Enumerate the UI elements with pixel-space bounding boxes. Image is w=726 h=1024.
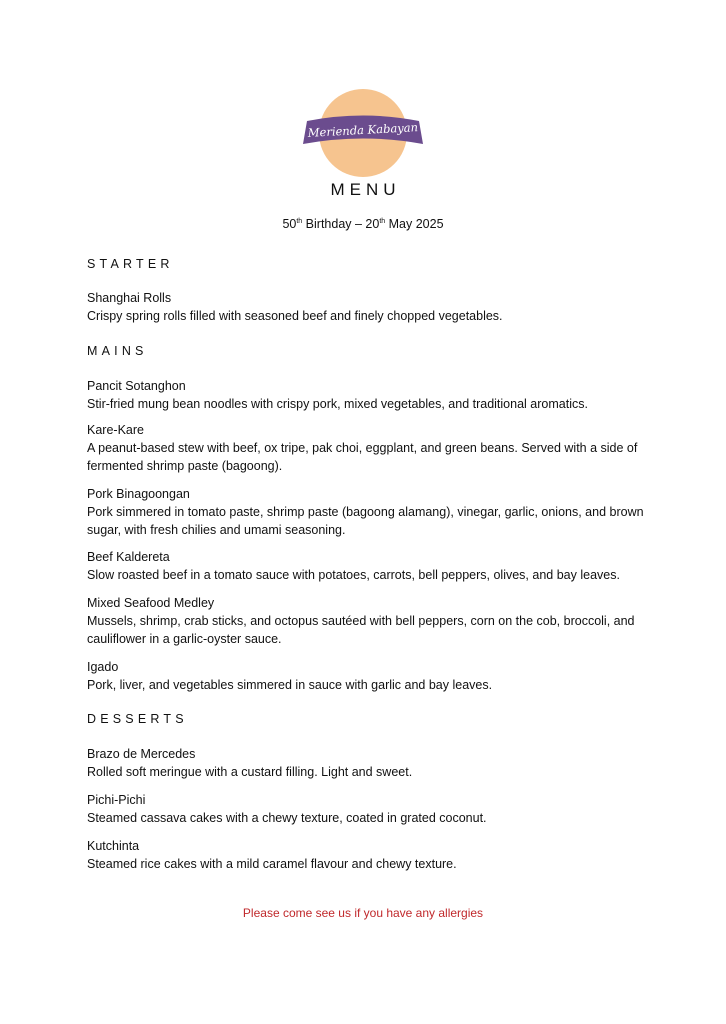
item-name: Mixed Seafood Medley — [87, 596, 215, 610]
subtitle-text-1: Birthday – — [302, 217, 366, 231]
logo-text: Merienda Kabayan — [307, 120, 419, 140]
item-description: Steamed rice cakes with a mild caramel flavour and chewy texture. — [87, 857, 457, 871]
item-description: Slow roasted beef in a tomato sauce with potatoes, carrots, bell peppers, olives, and bay leaves. — [87, 568, 620, 582]
page-title: MENU — [330, 180, 401, 199]
item-name: Pork Binagoongan — [87, 487, 190, 501]
item-description: Pork, liver, and vegetables simmered in sauce with garlic and bay leaves. — [87, 678, 493, 692]
event-subtitle — [0, 217, 726, 231]
item-description: Crispy spring rolls filled with seasoned beef and finely chopped vegetables. — [87, 309, 503, 323]
menu-item — [87, 548, 647, 584]
subtitle-num-1: 50 — [282, 217, 297, 231]
subtitle-sup-2: th — [379, 218, 386, 225]
subtitle-sup-1: th — [296, 218, 303, 225]
item-name: Brazo de Mercedes — [87, 747, 196, 761]
section-heading-mains: MAINS — [87, 344, 148, 358]
item-description: Steamed cassava cakes with a chewy texture, coated in grated coconut. — [87, 811, 487, 825]
item-name: Kutchinta — [87, 839, 140, 853]
menu-item — [87, 289, 647, 325]
item-name: Igado — [87, 660, 119, 674]
allergy-note: Please come see us if you have any allergies — [242, 906, 484, 920]
item-name: Pichi-Pichi — [87, 793, 146, 807]
section-heading-desserts: DESSERTS — [87, 712, 188, 726]
menu-item — [87, 377, 647, 413]
menu-item — [87, 594, 647, 648]
logo — [0, 88, 726, 178]
item-description: Pork simmered in tomato paste, shrimp paste (bagoong alamang), vinegar, garlic, onions, and brown sugar, with fresh chilies and umami seasoning. — [87, 505, 644, 537]
item-description: Stir-fried mung bean noodles with crispy pork, mixed vegetables, and traditional aromatics. — [87, 397, 588, 411]
section-heading-starter: STARTER — [87, 257, 174, 271]
menu-item — [87, 791, 647, 827]
subtitle-text-2: May 2025 — [385, 217, 444, 231]
menu-item — [87, 421, 647, 475]
item-name: Pancit Sotanghon — [87, 379, 186, 393]
item-name: Shanghai Rolls — [87, 291, 172, 305]
menu-item — [87, 745, 647, 781]
logo-graphic — [293, 88, 433, 178]
menu-item — [87, 658, 647, 694]
menu-item — [87, 485, 647, 539]
item-description: A peanut-based stew with beef, ox tripe, pak choi, eggplant, and green beans. Served with a side of fermented shrimp paste (bagoong). — [87, 441, 638, 473]
menu-item — [87, 837, 647, 873]
item-description: Mussels, shrimp, crab sticks, and octopus sautéed with bell peppers, corn on the cob, broccoli, and cauliflower in a garlic-oyster sauce. — [87, 614, 635, 646]
item-description: Rolled soft meringue with a custard filling. Light and sweet. — [87, 765, 413, 779]
item-name: Beef Kaldereta — [87, 550, 170, 564]
item-name: Kare-Kare — [87, 423, 144, 437]
subtitle-num-2: 20 — [365, 217, 380, 231]
